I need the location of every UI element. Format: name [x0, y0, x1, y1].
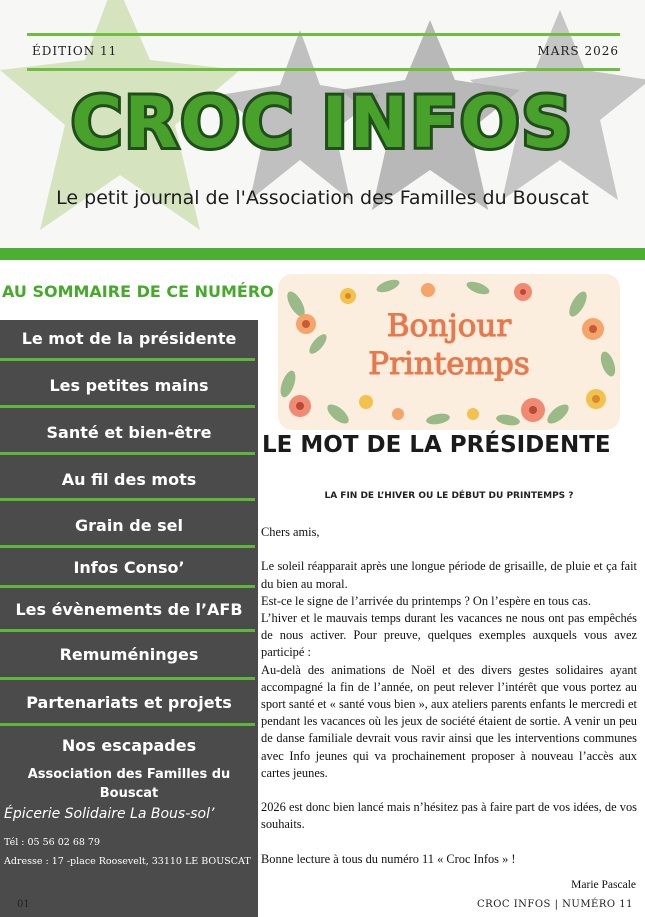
banner-text-line1: Bonjour — [386, 308, 512, 344]
article-greeting: Chers amis, — [261, 525, 320, 539]
header-bottom-rule — [27, 68, 620, 71]
article-subtitle: LA FIN DE L’HIVER OU LE DÉBUT DU PRINTEMPS ? — [324, 491, 574, 501]
toc-item-label: Le mot de la présidente — [21, 328, 237, 348]
article-title: LE MOT DE LA PRÉSIDENTE — [262, 432, 611, 458]
toc-separator — [0, 452, 255, 455]
toc-item-label: Partenariats et projets — [26, 692, 232, 712]
article-closing: Bonne lecture à tous du numéro 11 « Croc Infos » ! — [261, 851, 516, 866]
toc-item-label: Les petites mains — [49, 375, 209, 395]
article-paragraph: Au-delà des animations de Noël et des divers gestes solidaires ayant accompagné la fin de l’année, on peut relever l’intérêt que vous portez au sport santé et « santé vous bien », aux ateliers parents enfants le mercredi et pendant les vacances où les jeux de société étaient de sortie. A venir un peu de danse familiale devrait vous ravir ainsi que les interventions communes avec Info jeunes qui va prochainement proposer à nouveau l’accès aux cartes jeunes. — [261, 662, 637, 780]
banner-text-line2: Printemps — [368, 346, 530, 382]
article-paragraph: 2026 est donc bien lancé mais n’hésitez pas à faire part de vos idées, de vos souhaits. — [261, 800, 637, 832]
toc-item-evenements[interactable] — [0, 587, 258, 631]
article-paragraph: L’hiver et le mauvais temps durant les vacances ne nous ont pas empêchés de nous activer. Pour preuve, quelques exemples auxquels vous avez participé : — [261, 611, 637, 660]
toc-separator — [0, 405, 255, 408]
association-address: Adresse : 17 -place Roosevelt, 33110 LE BOUSCAT — [4, 856, 251, 867]
article-paragraph: Est-ce le signe de l’arrivée du printemps ? On l’espère en tous cas. — [261, 593, 591, 608]
toc-item-label: Grain de sel — [75, 515, 183, 535]
toc-item-label: Nos escapades — [61, 735, 197, 755]
footer-issue-label: CROC INFOS | NUMÉRO 11 — [477, 899, 633, 910]
toc-item-mot-presidente[interactable] — [0, 316, 258, 360]
toc-item-label: Remuméninges — [59, 644, 199, 664]
spring-banner — [278, 274, 620, 430]
toc-separator — [0, 498, 255, 501]
toc-item-infos-conso[interactable] — [0, 545, 258, 589]
association-name: Association des Familles du Bouscat — [27, 767, 231, 801]
article-body — [261, 524, 637, 868]
edition-label: ÉDITION 11 — [32, 44, 118, 58]
header-green-band — [0, 248, 645, 260]
article-paragraph: Le soleil réapparait après une longue période de grisaille, de pluie et ça fait du bien au moral. — [261, 559, 637, 591]
toc-separator — [0, 358, 255, 361]
toc-item-label: Au fil des mots — [61, 469, 197, 489]
table-of-contents-sidebar — [0, 260, 274, 917]
toc-item-grain-de-sel[interactable] — [0, 503, 258, 547]
association-shop: Épicerie Solidaire La Bous-sol’ — [4, 806, 215, 822]
toc-item-label: Infos Conso’ — [73, 557, 185, 577]
association-phone: Tél : 05 56 02 68 79 — [4, 837, 101, 848]
toc-item-escapades[interactable] — [0, 723, 258, 767]
toc-item-petites-mains[interactable] — [0, 363, 258, 407]
toc-title: AU SOMMAIRE DE CE NUMÉRO — [2, 282, 274, 301]
article-signature: Marie Pascale — [571, 879, 636, 891]
page-number: 01 — [17, 899, 30, 910]
masthead-title: CROC INFOS — [71, 82, 574, 164]
masthead-subtitle: Le petit journal de l'Association des Familles du Bouscat — [56, 187, 589, 209]
issue-date: MARS 2026 — [537, 44, 619, 58]
toc-item-sante[interactable] — [0, 410, 258, 454]
toc-item-label: Santé et bien-être — [46, 422, 212, 442]
toc-item-fil-des-mots[interactable] — [0, 457, 258, 501]
toc-title-box — [0, 260, 274, 320]
toc-item-remumeninges[interactable] — [0, 632, 258, 676]
header-top-rule — [27, 33, 620, 36]
toc-item-partenariats[interactable] — [0, 680, 258, 724]
toc-item-label: Les évènements de l’AFB — [15, 599, 243, 619]
